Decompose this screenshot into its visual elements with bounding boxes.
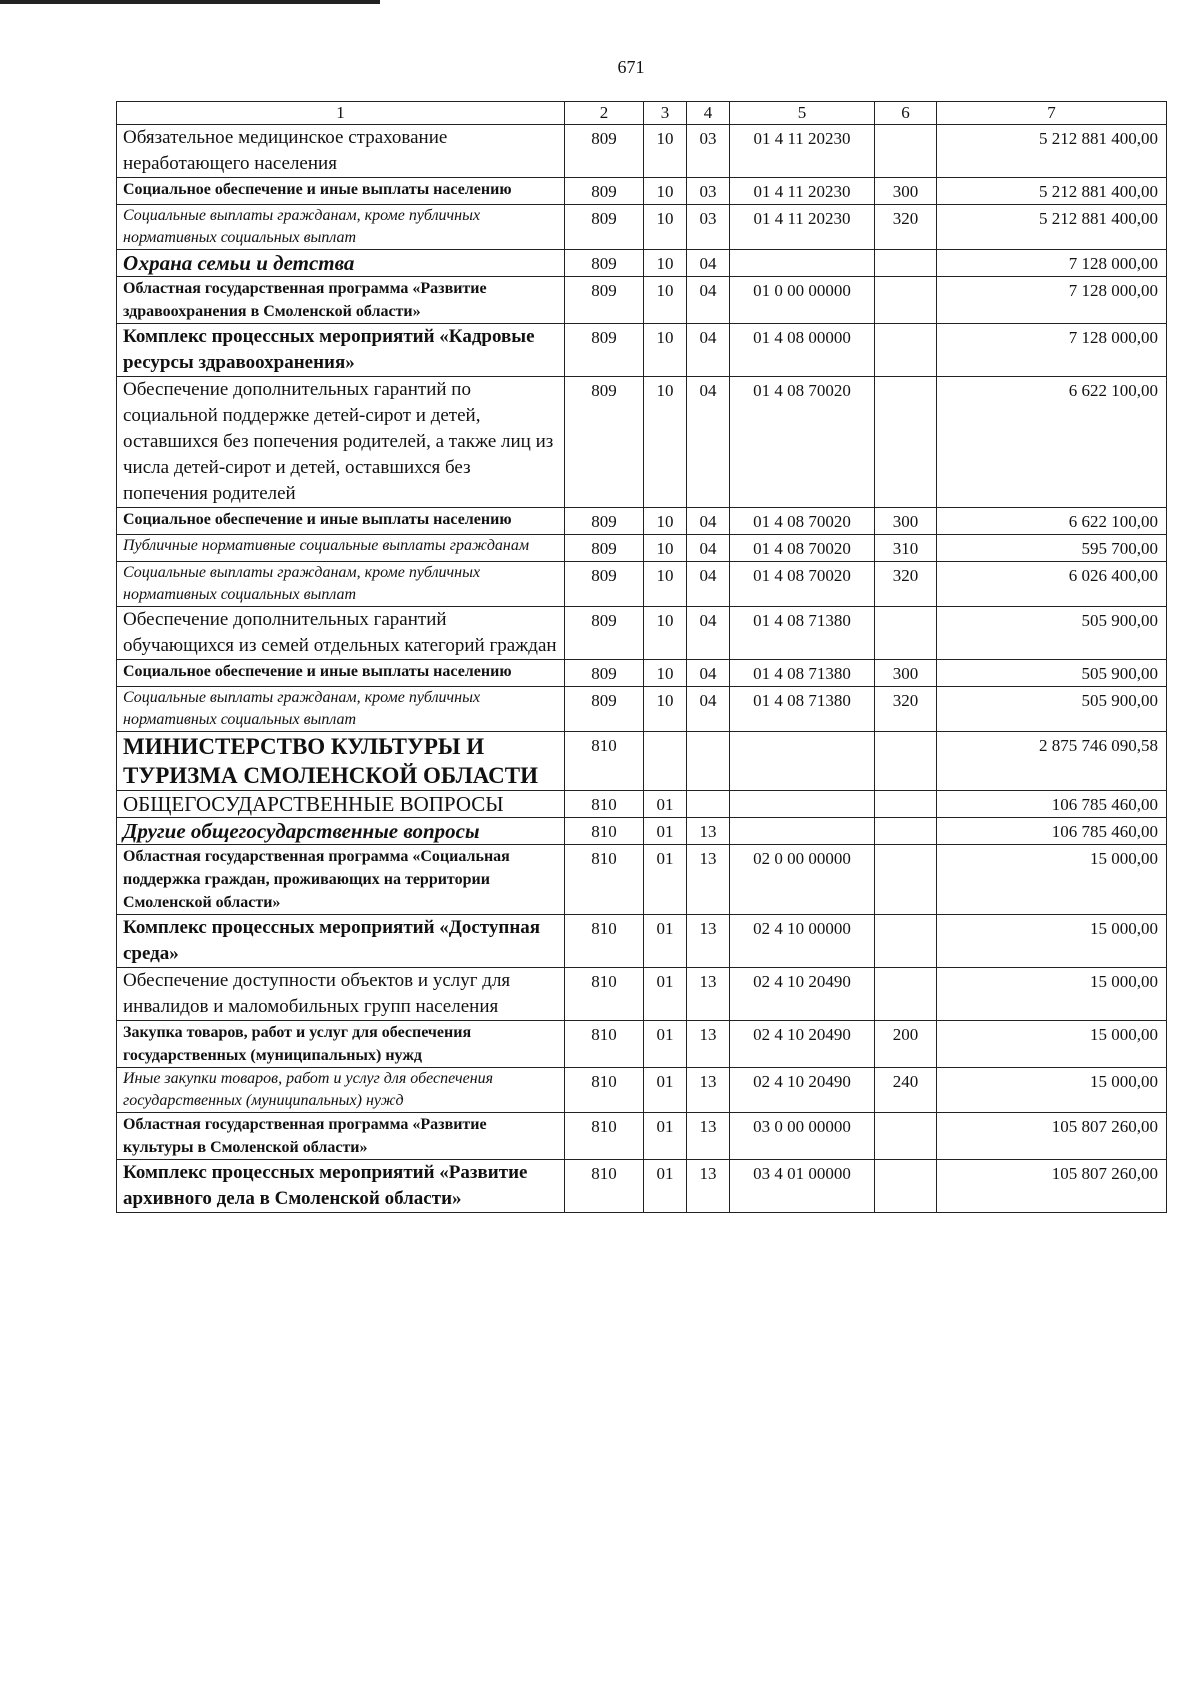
row-expense-type-cell: 300	[875, 508, 937, 535]
table-row	[117, 818, 1167, 845]
row-name-cell: Публичные нормативные социальные выплаты гражданам	[117, 535, 565, 562]
row-admin-code-cell: 809	[565, 125, 644, 178]
header-cell: 5	[730, 102, 875, 125]
row-section-cell: 10	[644, 324, 687, 377]
row-section-cell: 10	[644, 178, 687, 205]
table-row	[117, 205, 1167, 250]
row-section-cell: 01	[644, 845, 687, 915]
row-subsection-cell: 03	[687, 125, 730, 178]
row-expense-type-cell	[875, 250, 937, 277]
row-subsection-cell: 04	[687, 508, 730, 535]
row-section-cell: 10	[644, 250, 687, 277]
row-target-article-cell: 01 4 11 20230	[730, 125, 875, 178]
row-target-article-cell	[730, 791, 875, 818]
row-admin-code-cell: 810	[565, 791, 644, 818]
row-amount-cell: 5 212 881 400,00	[937, 125, 1167, 178]
row-subsection-cell: 13	[687, 1068, 730, 1113]
row-admin-code-cell: 809	[565, 535, 644, 562]
row-expense-type-cell	[875, 125, 937, 178]
row-name-cell: Областная государственная программа «Развитие здравоохранения в Смоленской области»	[117, 277, 565, 324]
row-subsection-cell: 04	[687, 687, 730, 732]
row-target-article-cell: 03 0 00 00000	[730, 1113, 875, 1160]
row-name-cell: Социальные выплаты гражданам, кроме публичных нормативных социальных выплат	[117, 562, 565, 607]
row-target-article-cell	[730, 732, 875, 791]
row-admin-code-cell: 809	[565, 250, 644, 277]
row-name-cell: Иные закупки товаров, работ и услуг для обеспечения государственных (муниципальных) нужд	[117, 1068, 565, 1113]
row-target-article-cell: 01 4 08 70020	[730, 535, 875, 562]
table-row	[117, 1160, 1167, 1213]
row-admin-code-cell: 810	[565, 1068, 644, 1113]
row-admin-code-cell: 809	[565, 687, 644, 732]
row-section-cell: 10	[644, 277, 687, 324]
table-row	[117, 732, 1167, 791]
table-row	[117, 687, 1167, 732]
row-subsection-cell: 13	[687, 845, 730, 915]
row-target-article-cell: 02 4 10 00000	[730, 915, 875, 968]
row-section-cell: 10	[644, 660, 687, 687]
row-admin-code-cell: 809	[565, 607, 644, 660]
row-subsection-cell: 13	[687, 915, 730, 968]
header-cell: 7	[937, 102, 1167, 125]
row-expense-type-cell	[875, 732, 937, 791]
row-subsection-cell: 04	[687, 377, 730, 508]
row-amount-cell: 2 875 746 090,58	[937, 732, 1167, 791]
row-admin-code-cell: 809	[565, 660, 644, 687]
header-cell: 3	[644, 102, 687, 125]
row-expense-type-cell: 310	[875, 535, 937, 562]
row-target-article-cell: 01 4 08 70020	[730, 508, 875, 535]
row-target-article-cell: 03 4 01 00000	[730, 1160, 875, 1213]
table-row	[117, 277, 1167, 324]
row-target-article-cell: 01 4 11 20230	[730, 205, 875, 250]
row-admin-code-cell: 809	[565, 205, 644, 250]
row-amount-cell: 7 128 000,00	[937, 324, 1167, 377]
row-subsection-cell: 04	[687, 250, 730, 277]
row-amount-cell: 15 000,00	[937, 1068, 1167, 1113]
row-section-cell: 10	[644, 508, 687, 535]
row-admin-code-cell: 809	[565, 562, 644, 607]
table-row	[117, 178, 1167, 205]
row-subsection-cell: 13	[687, 818, 730, 845]
row-admin-code-cell: 810	[565, 818, 644, 845]
row-target-article-cell: 01 4 08 00000	[730, 324, 875, 377]
row-amount-cell: 5 212 881 400,00	[937, 205, 1167, 250]
row-amount-cell: 106 785 460,00	[937, 791, 1167, 818]
row-target-article-cell: 01 4 11 20230	[730, 178, 875, 205]
row-subsection-cell: 03	[687, 178, 730, 205]
table-row	[117, 535, 1167, 562]
row-target-article-cell: 01 4 08 71380	[730, 687, 875, 732]
row-section-cell: 01	[644, 968, 687, 1021]
row-admin-code-cell: 810	[565, 1021, 644, 1068]
table-row	[117, 1021, 1167, 1068]
row-target-article-cell	[730, 250, 875, 277]
row-name-cell: Охрана семьи и детства	[117, 250, 565, 277]
row-amount-cell: 505 900,00	[937, 660, 1167, 687]
row-admin-code-cell: 810	[565, 845, 644, 915]
row-section-cell: 10	[644, 125, 687, 178]
header-cell: 1	[117, 102, 565, 125]
row-name-cell: Другие общегосударственные вопросы	[117, 818, 565, 845]
row-expense-type-cell: 240	[875, 1068, 937, 1113]
row-expense-type-cell	[875, 277, 937, 324]
row-target-article-cell: 01 4 08 70020	[730, 377, 875, 508]
row-subsection-cell: 04	[687, 607, 730, 660]
header-cell: 2	[565, 102, 644, 125]
row-section-cell: 10	[644, 687, 687, 732]
row-section-cell: 01	[644, 1160, 687, 1213]
row-name-cell: Социальные выплаты гражданам, кроме публичных нормативных социальных выплат	[117, 687, 565, 732]
row-section-cell	[644, 732, 687, 791]
row-section-cell: 01	[644, 1113, 687, 1160]
row-expense-type-cell	[875, 791, 937, 818]
row-target-article-cell	[730, 818, 875, 845]
header-cell: 4	[687, 102, 730, 125]
table-row	[117, 562, 1167, 607]
row-amount-cell: 7 128 000,00	[937, 277, 1167, 324]
row-subsection-cell: 13	[687, 1113, 730, 1160]
row-admin-code-cell: 809	[565, 178, 644, 205]
row-subsection-cell	[687, 732, 730, 791]
row-section-cell: 01	[644, 1068, 687, 1113]
row-admin-code-cell: 810	[565, 732, 644, 791]
row-subsection-cell: 13	[687, 1021, 730, 1068]
row-expense-type-cell: 320	[875, 687, 937, 732]
row-expense-type-cell: 300	[875, 178, 937, 205]
table-row	[117, 508, 1167, 535]
row-admin-code-cell: 809	[565, 508, 644, 535]
row-expense-type-cell	[875, 607, 937, 660]
row-section-cell: 01	[644, 818, 687, 845]
row-expense-type-cell	[875, 915, 937, 968]
row-name-cell: Комплекс процессных мероприятий «Кадровые ресурсы здравоохранения»	[117, 324, 565, 377]
row-section-cell: 01	[644, 791, 687, 818]
row-amount-cell: 6 622 100,00	[937, 377, 1167, 508]
row-amount-cell: 106 785 460,00	[937, 818, 1167, 845]
row-amount-cell: 595 700,00	[937, 535, 1167, 562]
row-target-article-cell: 02 4 10 20490	[730, 968, 875, 1021]
row-amount-cell: 6 622 100,00	[937, 508, 1167, 535]
row-subsection-cell: 04	[687, 535, 730, 562]
table-row	[117, 377, 1167, 508]
row-expense-type-cell: 320	[875, 205, 937, 250]
row-section-cell: 10	[644, 205, 687, 250]
row-expense-type-cell	[875, 324, 937, 377]
row-target-article-cell: 02 4 10 20490	[730, 1021, 875, 1068]
row-subsection-cell: 04	[687, 277, 730, 324]
row-expense-type-cell	[875, 845, 937, 915]
row-expense-type-cell: 320	[875, 562, 937, 607]
row-target-article-cell: 01 4 08 71380	[730, 660, 875, 687]
row-name-cell: Обеспечение дополнительных гарантий по социальной поддержке детей-сирот и детей, оставшихся без попечения родителей, а также лиц из числа детей-сирот и детей, оставшихся без попечения родителей	[117, 377, 565, 508]
row-amount-cell: 5 212 881 400,00	[937, 178, 1167, 205]
row-subsection-cell: 13	[687, 1160, 730, 1213]
table-row	[117, 1068, 1167, 1113]
row-amount-cell: 15 000,00	[937, 968, 1167, 1021]
header-row	[117, 102, 1167, 125]
table-row	[117, 125, 1167, 178]
row-name-cell: Обязательное медицинское страхование неработающего населения	[117, 125, 565, 178]
row-name-cell: Социальное обеспечение и иные выплаты населению	[117, 508, 565, 535]
row-subsection-cell: 04	[687, 562, 730, 607]
page-number: 671	[617, 57, 645, 77]
row-admin-code-cell: 810	[565, 1160, 644, 1213]
scan-border-artifact	[0, 0, 380, 4]
table-row	[117, 915, 1167, 968]
row-name-cell: ОБЩЕГОСУДАРСТВЕННЫЕ ВОПРОСЫ	[117, 791, 565, 818]
budget-table	[116, 101, 1167, 1213]
row-expense-type-cell: 300	[875, 660, 937, 687]
row-admin-code-cell: 809	[565, 324, 644, 377]
row-admin-code-cell: 809	[565, 377, 644, 508]
row-section-cell: 10	[644, 562, 687, 607]
row-section-cell: 01	[644, 1021, 687, 1068]
row-target-article-cell: 01 0 00 00000	[730, 277, 875, 324]
row-name-cell: Социальное обеспечение и иные выплаты населению	[117, 178, 565, 205]
row-subsection-cell	[687, 791, 730, 818]
row-amount-cell: 505 900,00	[937, 607, 1167, 660]
row-amount-cell: 105 807 260,00	[937, 1160, 1167, 1213]
row-admin-code-cell: 810	[565, 915, 644, 968]
row-name-cell: Комплекс процессных мероприятий «Развитие архивного дела в Смоленской области»	[117, 1160, 565, 1213]
row-amount-cell: 6 026 400,00	[937, 562, 1167, 607]
row-amount-cell: 15 000,00	[937, 1021, 1167, 1068]
table-row	[117, 607, 1167, 660]
row-name-cell: Областная государственная программа «Развитие культуры в Смоленской области»	[117, 1113, 565, 1160]
row-amount-cell: 505 900,00	[937, 687, 1167, 732]
row-expense-type-cell	[875, 1160, 937, 1213]
row-target-article-cell: 01 4 08 71380	[730, 607, 875, 660]
row-section-cell: 10	[644, 535, 687, 562]
table-row	[117, 250, 1167, 277]
row-expense-type-cell	[875, 818, 937, 845]
row-section-cell: 10	[644, 607, 687, 660]
row-subsection-cell: 04	[687, 324, 730, 377]
row-expense-type-cell	[875, 1113, 937, 1160]
row-name-cell: Областная государственная программа «Социальная поддержка граждан, проживающих на территории Смоленской области»	[117, 845, 565, 915]
table-row	[117, 324, 1167, 377]
row-admin-code-cell: 810	[565, 1113, 644, 1160]
row-admin-code-cell: 810	[565, 968, 644, 1021]
table-row	[117, 791, 1167, 818]
table-row	[117, 845, 1167, 915]
table-row	[117, 968, 1167, 1021]
row-amount-cell: 7 128 000,00	[937, 250, 1167, 277]
row-target-article-cell: 02 4 10 20490	[730, 1068, 875, 1113]
row-target-article-cell: 02 0 00 00000	[730, 845, 875, 915]
row-subsection-cell: 03	[687, 205, 730, 250]
row-expense-type-cell	[875, 968, 937, 1021]
row-name-cell: Закупка товаров, работ и услуг для обеспечения государственных (муниципальных) нужд	[117, 1021, 565, 1068]
row-expense-type-cell	[875, 377, 937, 508]
header-cell: 6	[875, 102, 937, 125]
row-name-cell: Обеспечение доступности объектов и услуг для инвалидов и маломобильных групп населения	[117, 968, 565, 1021]
row-expense-type-cell: 200	[875, 1021, 937, 1068]
table-row	[117, 1113, 1167, 1160]
row-name-cell: Социальное обеспечение и иные выплаты населению	[117, 660, 565, 687]
row-section-cell: 01	[644, 915, 687, 968]
row-amount-cell: 15 000,00	[937, 915, 1167, 968]
row-name-cell: Социальные выплаты гражданам, кроме публичных нормативных социальных выплат	[117, 205, 565, 250]
row-amount-cell: 15 000,00	[937, 845, 1167, 915]
row-name-cell: Обеспечение дополнительных гарантий обучающихся из семей отдельных категорий граждан	[117, 607, 565, 660]
row-subsection-cell: 13	[687, 968, 730, 1021]
row-name-cell: Комплекс процессных мероприятий «Доступная среда»	[117, 915, 565, 968]
row-target-article-cell: 01 4 08 70020	[730, 562, 875, 607]
table-row	[117, 660, 1167, 687]
row-amount-cell: 105 807 260,00	[937, 1113, 1167, 1160]
row-section-cell: 10	[644, 377, 687, 508]
row-admin-code-cell: 809	[565, 277, 644, 324]
row-subsection-cell: 04	[687, 660, 730, 687]
row-name-cell: МИНИСТЕРСТВО КУЛЬТУРЫ И ТУРИЗМА СМОЛЕНСКОЙ ОБЛАСТИ	[117, 732, 565, 791]
